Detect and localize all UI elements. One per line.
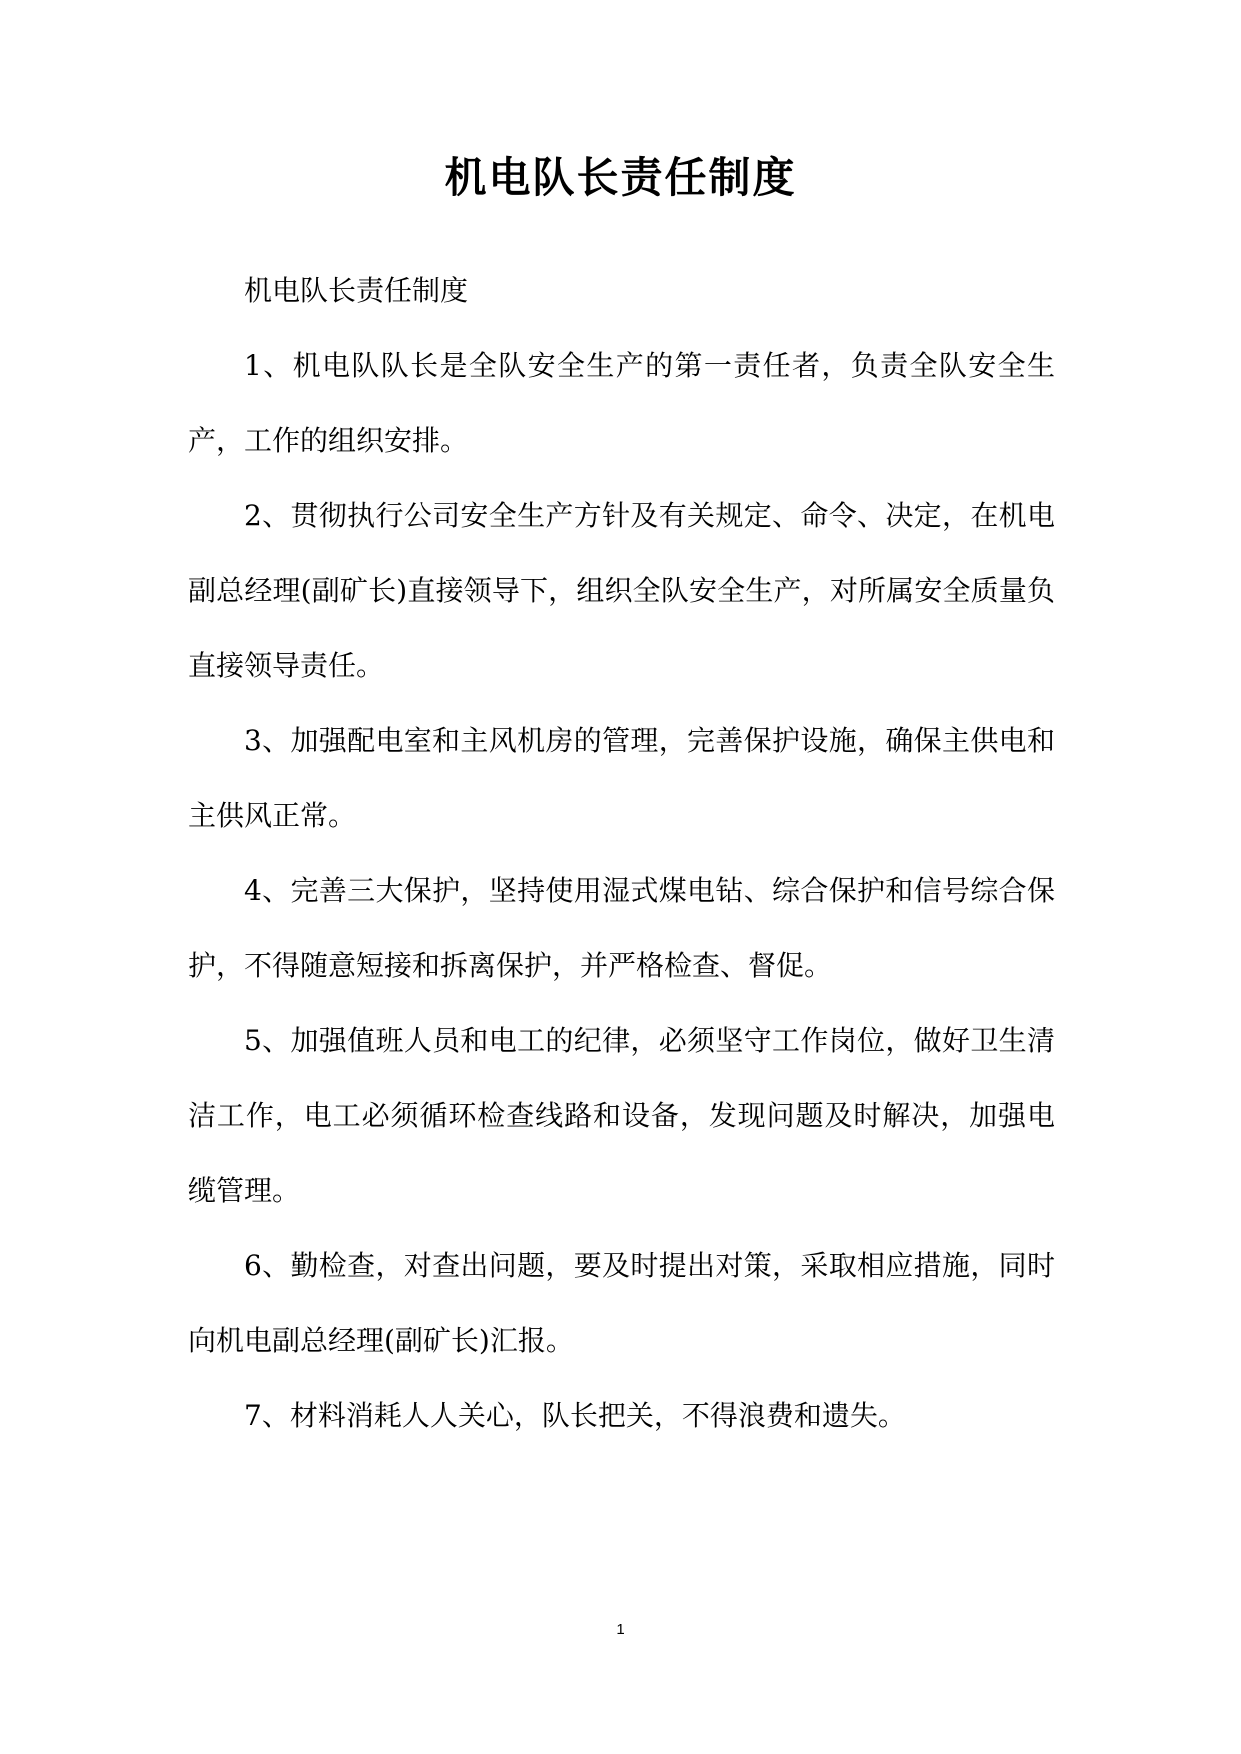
paragraph-5: 5、加强值班人员和电工的纪律，必须坚守工作岗位，做好卫生清洁工作，电工必须循环检查线路和设备，发现问题及时解决，加强电缆管理。 <box>188 1024 1055 1207</box>
paragraph-6: 6、勤检查，对查出问题，要及时提出对策，采取相应措施，同时向机电副总经理(副矿长)汇报。 <box>188 1249 1055 1357</box>
paragraph-7: 7、材料消耗人人关心，队长把关，不得浪费和遗失。 <box>244 1399 906 1432</box>
document-body <box>188 253 1055 1453</box>
document-subtitle: 机电队长责任制度 <box>244 274 469 307</box>
paragraph-3: 3、加强配电室和主风机房的管理，完善保护设施，确保主供电和主供风正常。 <box>188 724 1055 832</box>
document-title: 机电队长责任制度 <box>444 153 797 202</box>
paragraph-1: 1、机电队队长是全队安全生产的第一责任者，负责全队安全生产，工作的组织安排。 <box>188 349 1055 457</box>
paragraph-4: 4、完善三大保护，坚持使用湿式煤电钻、综合保护和信号综合保护，不得随意短接和拆离保护，并严格检查、督促。 <box>188 874 1055 982</box>
page-number: 1 <box>616 1621 625 1638</box>
paragraph-2: 2、贯彻执行公司安全生产方针及有关规定、命令、决定，在机电副总经理(副矿长)直接领导下，组织全队安全生产，对所属安全质量负直接领导责任。 <box>188 499 1055 682</box>
